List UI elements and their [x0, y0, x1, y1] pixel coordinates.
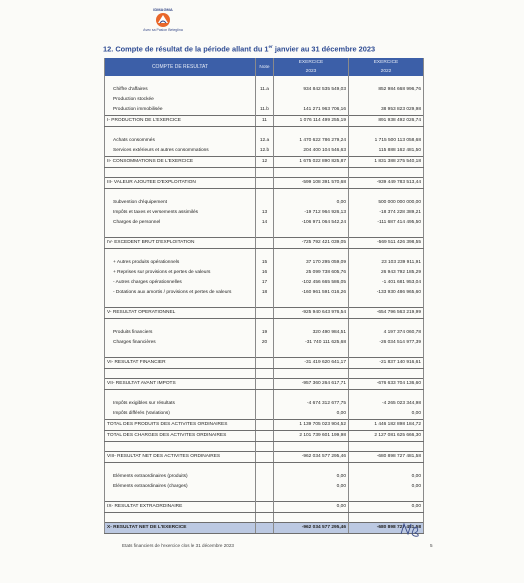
header-compte-de-resultat: COMPTE DE RESULTAT: [105, 58, 256, 76]
row-value-2023: -31 419 620 641,17: [274, 358, 349, 369]
row-value-2023: -102 456 665 586,05: [274, 278, 349, 288]
table-row: [105, 338, 424, 348]
row-note: 16: [256, 268, 274, 278]
row-label: VIII- RESULTAT NET DES ACTIVITES ORDINAIRES: [105, 452, 256, 463]
header-year-2023: 2023: [274, 67, 349, 76]
row-label: I- PRODUCTION DE L'EXERCICE: [105, 116, 256, 127]
table-total-row: [105, 502, 424, 513]
row-value-2023: -4 674 312 677,75: [274, 399, 349, 409]
row-note: [256, 523, 274, 534]
row-value-2023: 0,00: [274, 409, 349, 420]
row-value-2022: 2 127 081 625 666,30: [349, 431, 424, 442]
row-value-2023: 1 139 705 023 904,52: [274, 420, 349, 431]
row-note: [256, 431, 274, 442]
row-value-2022: 852 984 668 996,76: [349, 85, 424, 95]
row-value-2022: 0,00: [349, 502, 424, 513]
table-row: [105, 136, 424, 146]
row-label: - Dotations aux amortis / provisions et pertes de valeurs: [105, 288, 256, 298]
row-value-2022: 0,00: [349, 472, 424, 482]
row-value-2022: -654 796 563 219,99: [349, 308, 424, 319]
page-number: 5: [430, 543, 433, 548]
footer-text: Etats financiers de l'exercice clos le 31 décembre 2023: [122, 543, 234, 548]
row-note: [256, 482, 274, 492]
row-value-2023: 1 076 114 499 255,19: [274, 116, 349, 127]
row-note: [256, 308, 274, 319]
row-value-2023: -957 360 264 617,71: [274, 379, 349, 390]
header-note: Note: [256, 58, 274, 76]
row-label: Impôts et taxes et versements assimilés: [105, 208, 256, 218]
spacer-row: [105, 463, 424, 473]
table-row: [105, 399, 424, 409]
row-note: 11: [256, 116, 274, 127]
row-value-2022: -939 449 783 513,44: [349, 178, 424, 189]
row-label: Services extérieurs et autres consommations: [105, 146, 256, 157]
row-note: [256, 358, 274, 369]
row-value-2022: 1 446 182 898 184,72: [349, 420, 424, 431]
row-note: 12: [256, 157, 274, 168]
table-total-row: [105, 523, 424, 534]
row-label: Impôts différés (Variations): [105, 409, 256, 420]
row-value-2022: 26 943 792 185,29: [349, 268, 424, 278]
row-label: Eléments extraordinaires (produits): [105, 472, 256, 482]
spacer-row: [105, 319, 424, 329]
header-exercice-2022: EXERCICE: [349, 58, 424, 67]
logo-brand: IDMAGMA: [153, 7, 173, 12]
row-value-2022: -26 034 514 977,39: [349, 338, 424, 348]
table-total-row: [105, 308, 424, 319]
row-label: Production stockée: [105, 95, 256, 105]
header-year-2022: 2022: [349, 67, 424, 76]
row-value-2023: 934 842 535 549,03: [274, 85, 349, 95]
company-logo: [140, 6, 186, 36]
row-note: 11.a: [256, 85, 274, 95]
row-note: 17: [256, 278, 274, 288]
row-value-2023: [274, 95, 349, 105]
row-note: [256, 420, 274, 431]
row-note: [256, 379, 274, 390]
row-note: [256, 472, 274, 482]
spacer-row: [105, 369, 424, 379]
row-value-2022: -1 401 681 953,04: [349, 278, 424, 288]
spacer-row: [105, 249, 424, 259]
row-value-2023: 0,00: [274, 198, 349, 208]
row-value-2023: 25 099 738 605,76: [274, 268, 349, 278]
spacer-row: [105, 228, 424, 238]
row-label: + Reprises sur provisions et pertes de valeurs: [105, 268, 256, 278]
row-value-2023: -599 108 391 570,68: [274, 178, 349, 189]
table-total-row: [105, 238, 424, 249]
table-total-row: [105, 420, 424, 431]
row-note: 15: [256, 258, 274, 268]
row-label: II- CONSOMMATIONS DE L'EXERCICE: [105, 157, 256, 168]
table-total-row: [105, 178, 424, 189]
row-label: Produits financiers: [105, 328, 256, 338]
row-label: Charges financières: [105, 338, 256, 348]
income-statement-table: [104, 58, 424, 534]
table-total-row: [105, 116, 424, 127]
row-value-2023: 1 470 622 786 279,24: [274, 136, 349, 146]
spacer-row: [105, 442, 424, 452]
row-label: III- VALEUR AJOUTEE D'EXPLOITATION: [105, 178, 256, 189]
row-label: X- RESULTAT NET DE L'EXERCICE: [105, 523, 256, 534]
row-value-2022: 0,00: [349, 482, 424, 492]
row-label: - Autres charges opérationnelles: [105, 278, 256, 288]
row-value-2022: 0,00: [349, 409, 424, 420]
row-value-2022: 4 197 374 060,78: [349, 328, 424, 338]
table-row: [105, 258, 424, 268]
row-value-2022: 115 888 162 481,50: [349, 146, 424, 157]
row-value-2023: -106 971 064 542,24: [274, 218, 349, 228]
row-value-2023: -725 792 421 039,05: [274, 238, 349, 249]
row-value-2022: -680 898 727 481,58: [349, 523, 424, 534]
row-value-2022: -111 687 414 495,50: [349, 218, 424, 228]
table-row: [105, 208, 424, 218]
row-note: 18: [256, 288, 274, 298]
row-label: TOTAL DES PRODUITS DES ACTIVITES ORDINAIRES: [105, 420, 256, 431]
table-total-row: [105, 157, 424, 168]
table-row: [105, 146, 424, 157]
row-value-2022: 891 938 492 026,74: [349, 116, 424, 127]
row-note: 13: [256, 208, 274, 218]
spacer-row: [105, 298, 424, 308]
row-label: Subvention d'équipement: [105, 198, 256, 208]
table-total-row: [105, 379, 424, 390]
row-value-2022: -569 511 426 398,55: [349, 238, 424, 249]
row-value-2023: -962 034 577 295,46: [274, 452, 349, 463]
row-label: Eléments extraordinaires (charges): [105, 482, 256, 492]
row-note: [256, 95, 274, 105]
row-note: [256, 198, 274, 208]
row-value-2023: -19 712 964 926,13: [274, 208, 349, 218]
row-note: 19: [256, 328, 274, 338]
table-header-row: [105, 58, 424, 67]
table-row: [105, 288, 424, 298]
row-value-2023: 320 490 984,51: [274, 328, 349, 338]
row-note: 11.b: [256, 105, 274, 116]
row-label: VI- RESULTAT FINANCIER: [105, 358, 256, 369]
spacer-row: [105, 76, 424, 85]
header-exercice-2023: EXERCICE: [274, 58, 349, 67]
logo-icon: [150, 6, 176, 28]
row-value-2023: -31 740 111 625,68: [274, 338, 349, 348]
row-label: Charges de personnel: [105, 218, 256, 228]
row-note: [256, 409, 274, 420]
signature-initials: [399, 521, 421, 537]
row-value-2023: 37 170 295 059,09: [274, 258, 349, 268]
row-label: Production immobilisée: [105, 105, 256, 116]
row-value-2022: -4 265 023 344,98: [349, 399, 424, 409]
row-value-2022: 1 831 388 275 540,18: [349, 157, 424, 168]
row-value-2023: 0,00: [274, 502, 349, 513]
table-row: [105, 95, 424, 105]
row-value-2022: -21 837 140 916,61: [349, 358, 424, 369]
row-note: [256, 399, 274, 409]
row-note: [256, 178, 274, 189]
row-value-2022: -680 898 727 481,58: [349, 452, 424, 463]
page-title: 12. Compte de résultat de la période allant du 1er janvier au 31 décembre 2023: [103, 44, 376, 54]
table-row: [105, 268, 424, 278]
spacer-row: [105, 348, 424, 358]
row-label: V- RESULTAT OPERATIONNEL: [105, 308, 256, 319]
table-row: [105, 409, 424, 420]
row-value-2022: [349, 95, 424, 105]
spacer-row: [105, 168, 424, 178]
row-label: + Autres produits opérationnels: [105, 258, 256, 268]
row-note: 14: [256, 218, 274, 228]
row-value-2022: 23 103 239 911,91: [349, 258, 424, 268]
table-row: [105, 278, 424, 288]
row-value-2022: 38 953 823 029,98: [349, 105, 424, 116]
row-label: VII- RESULTAT AVANT IMPOTS: [105, 379, 256, 390]
row-value-2023: 0,00: [274, 472, 349, 482]
row-label: Chiffre d'affaires: [105, 85, 256, 95]
table-row: [105, 472, 424, 482]
row-value-2022: -676 633 704 136,60: [349, 379, 424, 390]
row-note: 20: [256, 338, 274, 348]
row-value-2023: -925 940 643 976,54: [274, 308, 349, 319]
row-note: 12.a: [256, 136, 274, 146]
row-value-2022: -133 930 486 965,60: [349, 288, 424, 298]
table-total-row: [105, 358, 424, 369]
spacer-row: [105, 513, 424, 523]
row-label: TOTAL DES CHARGES DES ACTIVITES ORDINAIRES: [105, 431, 256, 442]
row-label: Impôts exigibles sur résultats: [105, 399, 256, 409]
logo-tagline: Avec sa Pasion Beteglina: [143, 28, 183, 32]
row-value-2022: 500 000 000 000,00: [349, 198, 424, 208]
table-row: [105, 198, 424, 208]
table-total-row: [105, 452, 424, 463]
table-total-row: [105, 431, 424, 442]
row-label: Achats consommés: [105, 136, 256, 146]
row-note: [256, 238, 274, 249]
row-note: [256, 452, 274, 463]
spacer-row: [105, 189, 424, 199]
row-value-2022: -18 374 228 389,21: [349, 208, 424, 218]
row-value-2023: -160 961 591 016,26: [274, 288, 349, 298]
table-row: [105, 482, 424, 492]
row-note: [256, 502, 274, 513]
table-row: [105, 218, 424, 228]
row-label: IX- RESULTAT EXTRAORDINAIRE: [105, 502, 256, 513]
spacer-row: [105, 390, 424, 400]
row-note: 12.b: [256, 146, 274, 157]
table-row: [105, 85, 424, 95]
row-label: IV- EXCEDENT BRUT D'EXPLOITATION: [105, 238, 256, 249]
row-value-2023: 0,00: [274, 482, 349, 492]
row-value-2023: 1 675 022 890 825,87: [274, 157, 349, 168]
row-value-2023: 141 271 963 706,16: [274, 105, 349, 116]
spacer-row: [105, 492, 424, 502]
row-value-2023: 204 400 104 546,63: [274, 146, 349, 157]
row-value-2022: 1 715 500 113 058,68: [349, 136, 424, 146]
row-value-2023: -962 034 577 295,46: [274, 523, 349, 534]
table-row: [105, 105, 424, 116]
spacer-row: [105, 127, 424, 137]
row-value-2023: 2 101 739 601 199,98: [274, 431, 349, 442]
table-row: [105, 328, 424, 338]
